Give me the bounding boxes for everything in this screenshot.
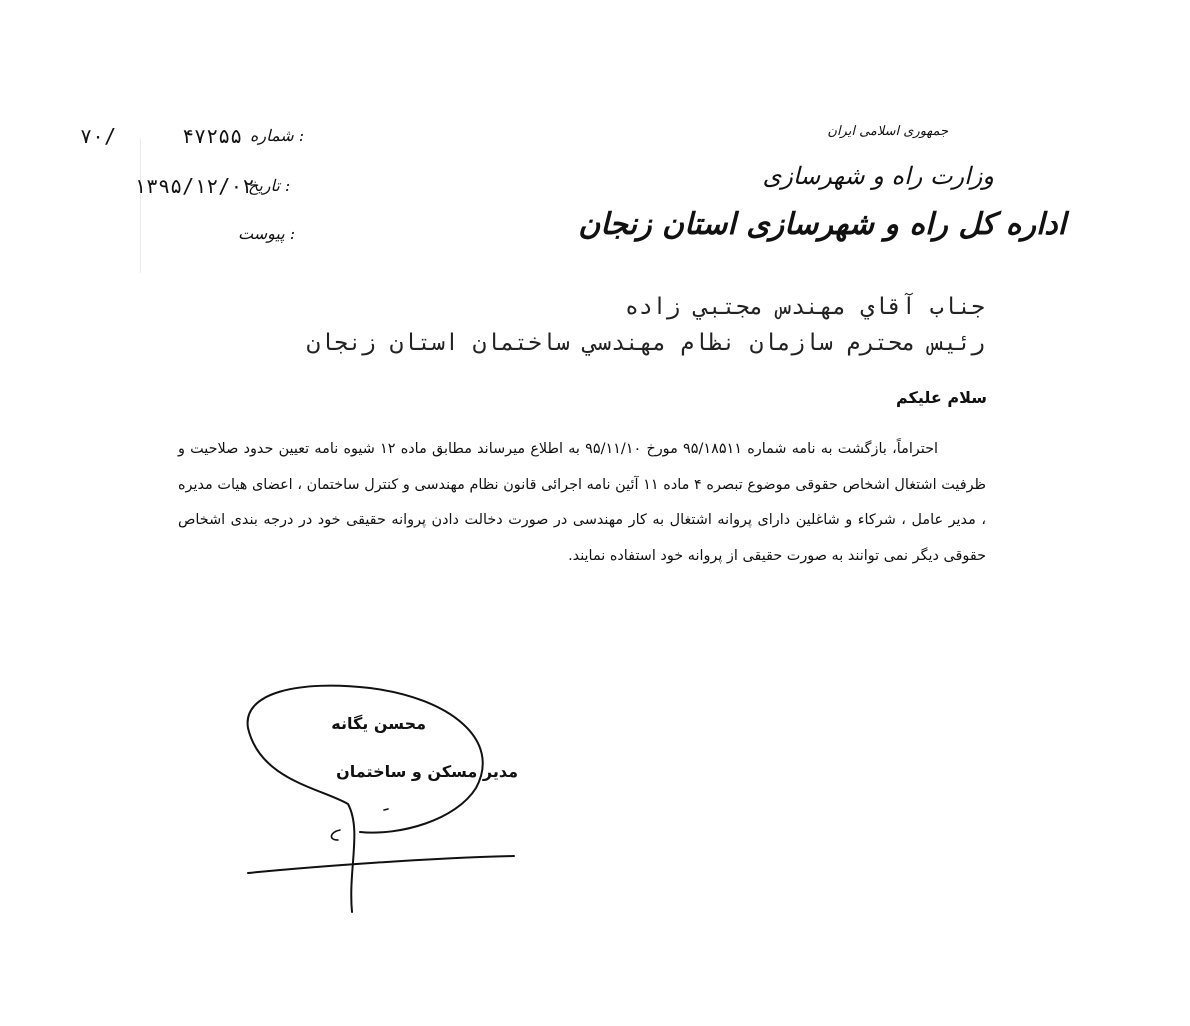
letter-number-suffix: ۷۰/ [80,124,117,148]
letter-body [178,432,986,574]
signatory-title: مدیر مسکن و ساختمان [336,762,518,781]
letter-date: ۱۳۹۵/۱۲/۰۲ [134,174,255,198]
recipient-title: رئيس محترم سازمان نظام مهندسي ساختمان استان زنجان [306,330,985,356]
date-label: تاریخ : [248,176,291,195]
attachment-label: پیوست : [238,224,296,243]
letterhead-ministry: وزارت راه و شهرسازی [762,162,994,190]
letter-number: ۴۷۲۵۵ [182,124,243,148]
letterhead-country: جمهوری اسلامی ایران [827,124,948,139]
margin-line [140,138,141,273]
body-paragraph: احتراماً، بازگشت به نامه شماره ۹۵/۱۸۵۱۱ مورخ ۹۵/۱۱/۱۰ به اطلاع میرساند مطابق ماده ۱۲ شیوه نامه تعیین حدود صلاحیت و ظرفیت اشتغال اشخاص حقوقی موضوع تبصره ۴ ماده ۱۱ آئین نامه اجرائی قانون نظام مهندسی و کنترل ساختمان ، اعضای هیات مدیره ، مدیر عامل ، شرکاء و شاغلین دارای پروانه اشتغال به کار مهندسی در صورت دخالت دادن پروانه حقیقی خود در درجه بندی اشخاص حقوقی دیگر نمی توانند به صورت حقیقی از پروانه خود استفاده نمایند. [178,441,986,564]
letterhead-office: اداره کل راه و شهرسازی استان زنجان [578,207,1066,242]
signatory-name: محسن یگانه [331,714,426,733]
signature-scribble [230,670,530,930]
recipient-name: جناب آقاي مهندس مجتبي زاده [624,294,985,320]
greeting: سلام علیکم [895,388,987,407]
number-label: شماره : [250,126,305,145]
